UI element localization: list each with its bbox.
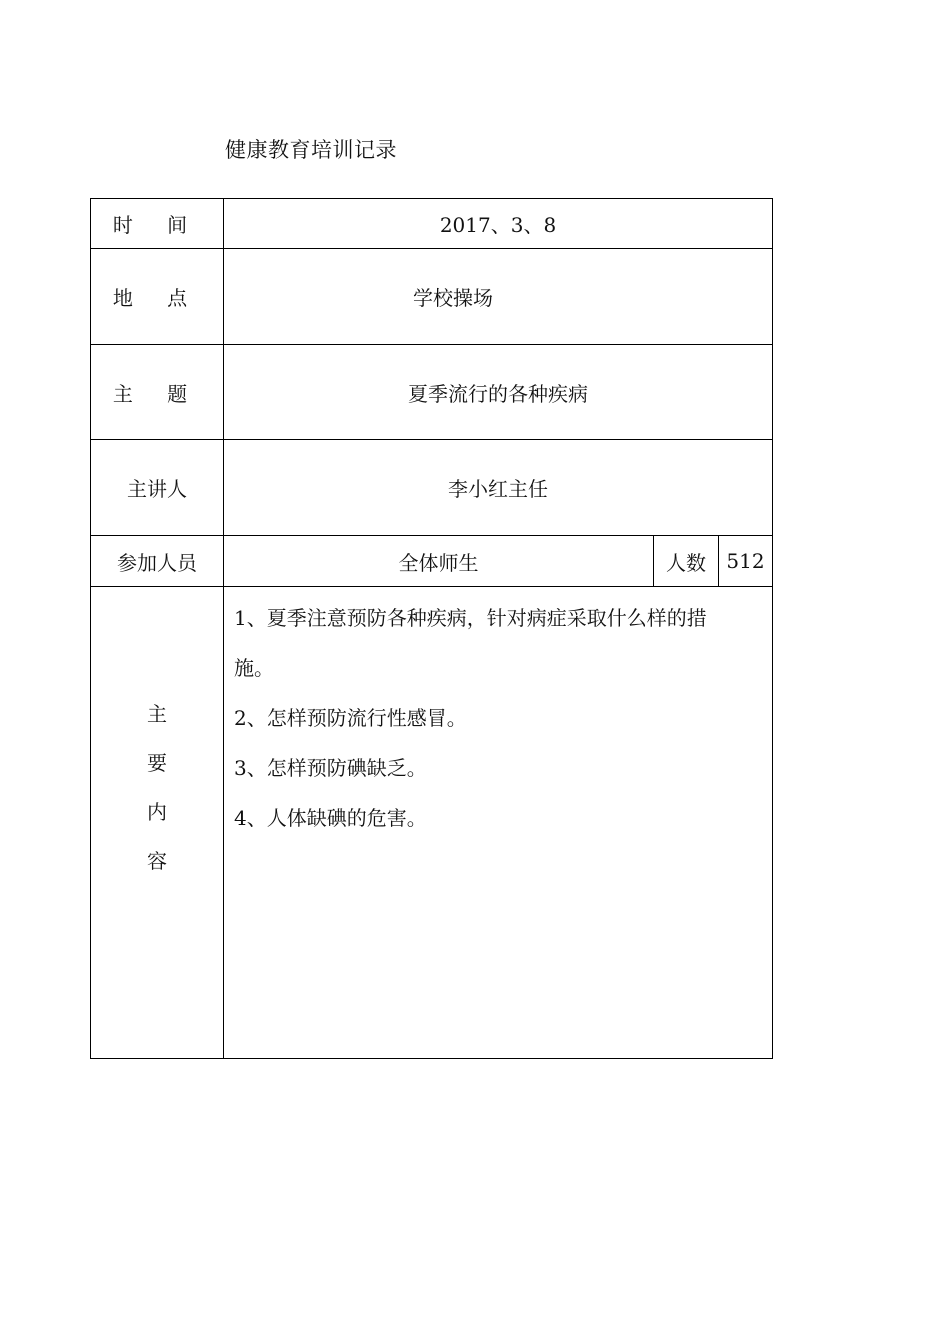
- place-label: [91, 249, 224, 345]
- time-label-text: 时 间: [112, 213, 202, 237]
- row-topic: [91, 345, 773, 440]
- topic-label: [91, 345, 224, 440]
- participant-count-label: 人数: [654, 536, 719, 587]
- row-speaker: [91, 440, 773, 536]
- content-label-char: 主: [147, 701, 167, 726]
- content-label: [91, 587, 224, 1059]
- topic-label-text: 主 题: [112, 381, 202, 406]
- time-value: 2017、3、8: [224, 199, 773, 249]
- content-line: 4、人体缺碘的危害。: [234, 806, 427, 830]
- participant-count-value: 512: [719, 536, 773, 587]
- training-record-table: [90, 198, 773, 1059]
- row-time: [91, 199, 773, 249]
- participants-value: 全体师生: [224, 536, 654, 587]
- speaker-value: 李小红主任: [224, 440, 773, 536]
- document-title: 健康教育培训记录: [225, 138, 397, 162]
- row-participants: [91, 536, 773, 587]
- row-content: [91, 587, 773, 1059]
- content-line: 2、怎样预防流行性感冒。: [234, 706, 467, 730]
- place-value: 学校操场: [224, 249, 773, 345]
- content-label-char: 内: [147, 799, 167, 824]
- content-label-char: 容: [147, 848, 167, 873]
- topic-value: 夏季流行的各种疾病: [224, 345, 773, 440]
- content-label-vertical: [91, 690, 223, 956]
- row-place: [91, 249, 773, 345]
- content-label-char: 要: [147, 750, 167, 775]
- content-body: [224, 587, 773, 1059]
- content-line: 施。: [234, 656, 274, 680]
- speaker-label: 主讲人: [91, 440, 224, 536]
- content-line: 1、夏季注意预防各种疾病，针对病症采取什么样的措: [234, 606, 707, 630]
- time-label: [91, 199, 224, 249]
- content-line: 3、怎样预防碘缺乏。: [234, 756, 427, 780]
- participants-label: 参加人员: [91, 536, 224, 587]
- place-label-text: 地 点: [112, 286, 202, 310]
